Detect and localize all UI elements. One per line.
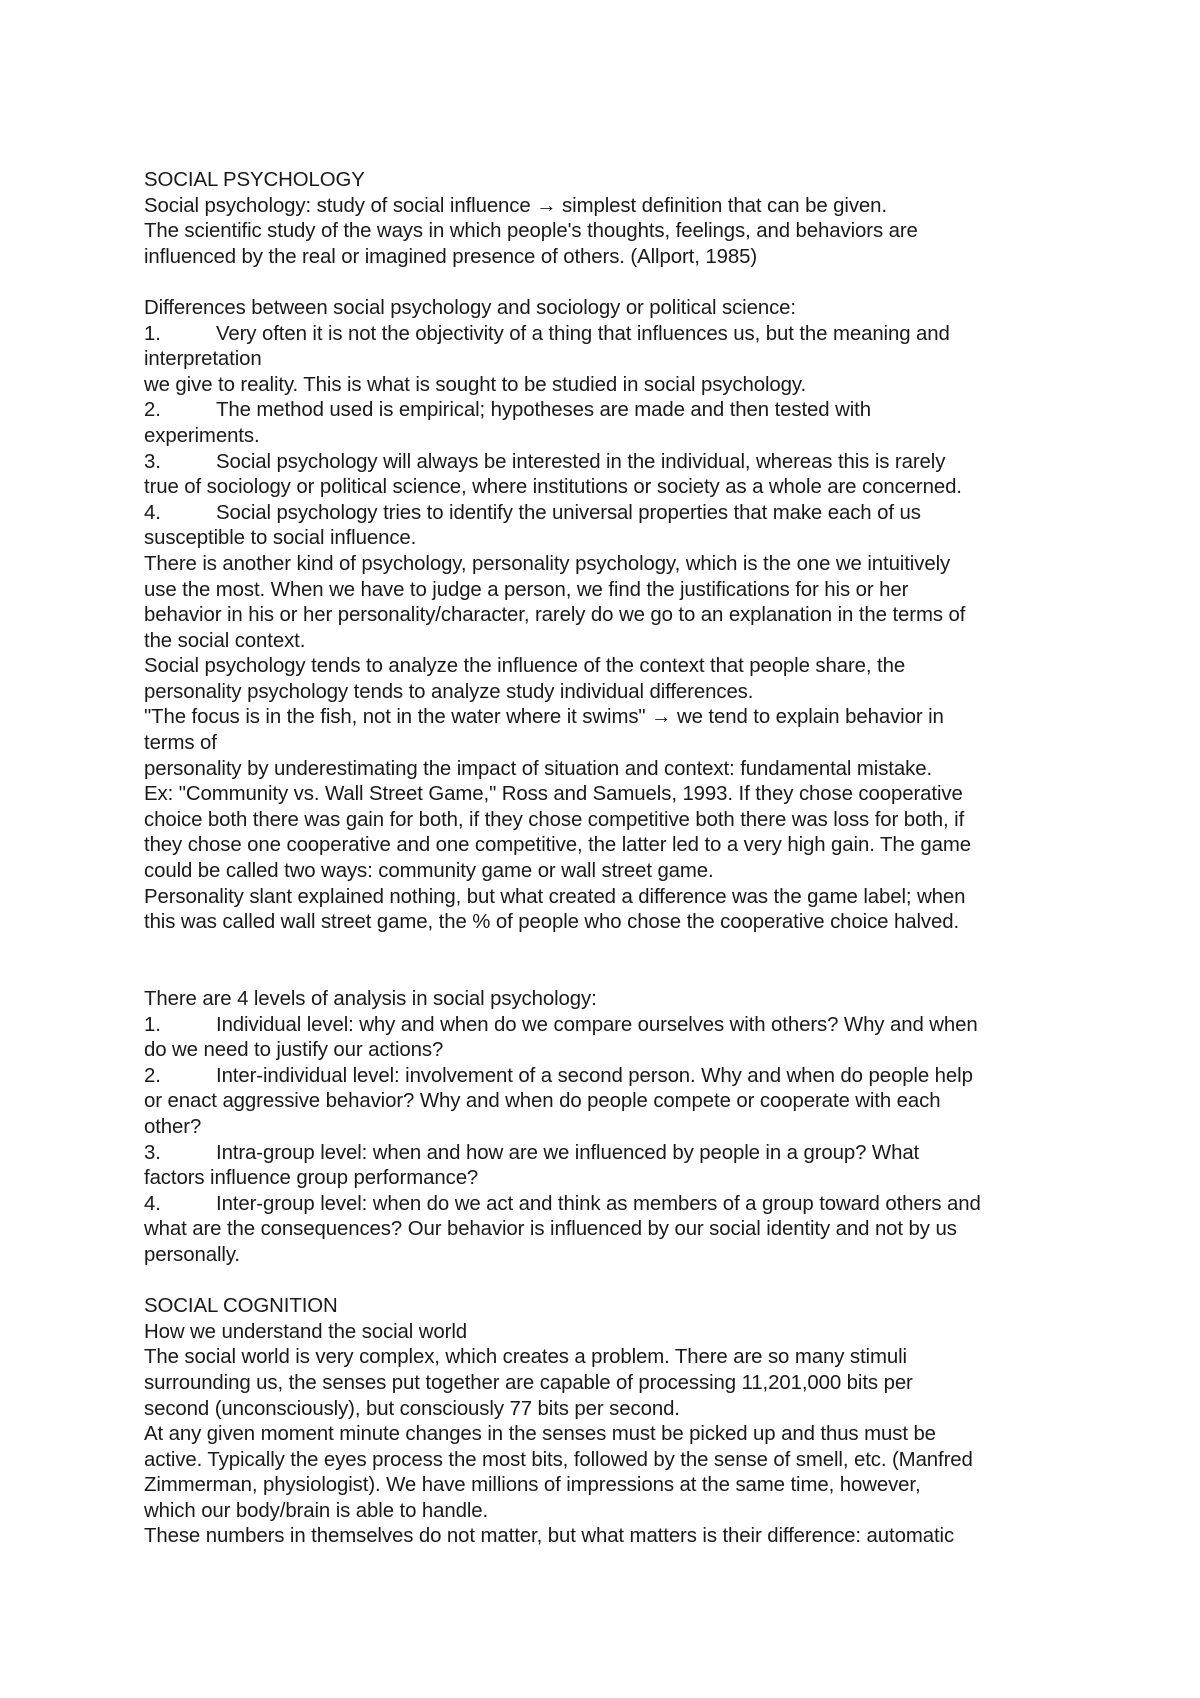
paragraph-line: surrounding us, the senses put together are capable of processing 11,201,000 bits per [144, 1371, 913, 1394]
blank-line [144, 1269, 1064, 1295]
intro-line: influenced by the real or imagined presence of others. (Allport, 1985) [144, 245, 758, 268]
paragraph-line: How we understand the social world [144, 1320, 468, 1343]
paragraph-line: they chose one cooperative and one competitive, the latter led to a very high gain. The game [144, 834, 971, 857]
list-text: Social psychology tries to identify the universal properties that make each of us [216, 501, 921, 524]
list-continuation: what are the consequences? Our behavior is influenced by our social identity and not by us [144, 1218, 957, 1241]
list-item [144, 501, 1064, 527]
list-number: 4. [144, 501, 161, 524]
list-text: Social psychology will always be interested in the individual, whereas this is rarely [216, 450, 946, 473]
paragraph-line: Personality slant explained nothing, but what created a difference was the game label; when [144, 885, 966, 908]
list-item [144, 1013, 1064, 1039]
paragraph-line: personality psychology tends to analyze study individual differences. [144, 680, 754, 703]
paragraph-line: could be called two ways: community game or wall street game. [144, 860, 714, 883]
paragraph-line: These numbers in themselves do not matter, but what matters is their difference: automatic [144, 1525, 955, 1548]
list-item [144, 1064, 1064, 1090]
paragraph-line: the social context. [144, 629, 306, 652]
paragraph-line: Zimmerman, physiologist). We have millions of impressions at the same time, however, [144, 1474, 921, 1497]
paragraph-line: The social world is very complex, which creates a problem. There are so many stimuli [144, 1346, 907, 1369]
paragraph-line: this was called wall street game, the % of people who chose the cooperative choice halved. [144, 911, 960, 934]
paragraph-line: second (unconsciously), but consciously 77 bits per second. [144, 1397, 680, 1420]
list-text: Intra-group level: when and how are we influenced by people in a group? What [216, 1141, 920, 1164]
intro-line: The scientific study of the ways in which people's thoughts, feelings, and behaviors are [144, 220, 918, 243]
differences-heading: Differences between social psychology and sociology or political science: [144, 296, 796, 319]
paragraph-line: active. Typically the eyes process the most bits, followed by the sense of smell, etc. (Manfred [144, 1448, 973, 1471]
paragraph-line: At any given moment minute changes in the senses must be picked up and thus must be [144, 1423, 936, 1446]
list-text: Individual level: why and when do we compare ourselves with others? Why and when [216, 1013, 978, 1036]
list-continuation: susceptible to social influence. [144, 527, 417, 550]
paragraph-line: use the most. When we have to judge a person, we find the justifications for his or her [144, 578, 909, 601]
blank-line [144, 270, 1064, 296]
list-continuation: experiments. [144, 424, 260, 447]
list-number: 4. [144, 1192, 161, 1215]
list-continuation: we give to reality. This is what is sought to be studied in social psychology. [144, 373, 807, 396]
paragraph-line: which our body/brain is able to handle. [144, 1499, 489, 1522]
list-continuation: other? [144, 1115, 202, 1138]
intro-line: Social psychology: study of social influence → simplest definition that can be given. [144, 194, 887, 217]
list-continuation: interpretation [144, 348, 262, 371]
paragraph-line: Social psychology tends to analyze the influence of the context that people share, the [144, 655, 906, 678]
list-text: The method used is empirical; hypotheses are made and then tested with [216, 399, 871, 422]
document-body [144, 168, 1064, 1550]
list-item [144, 1192, 1064, 1218]
list-item [144, 398, 1064, 424]
list-number: 2. [144, 1064, 161, 1087]
list-text: Very often it is not the objectivity of a thing that influences us, but the meaning and [216, 322, 950, 345]
section-title-social-psychology: SOCIAL PSYCHOLOGY [144, 169, 365, 191]
paragraph-line: behavior in his or her personality/character, rarely do we go to an explanation in the terms of [144, 604, 966, 627]
list-item [144, 322, 1064, 348]
paragraph-line: personality by underestimating the impact of situation and context: fundamental mistake. [144, 757, 933, 780]
section-title-social-cognition: SOCIAL COGNITION [144, 1295, 338, 1318]
paragraph-line: There is another kind of psychology, personality psychology, which is the one we intuitively [144, 552, 951, 575]
list-number: 3. [144, 1141, 161, 1164]
list-continuation: factors influence group performance? [144, 1167, 479, 1190]
list-number: 1. [144, 1013, 161, 1036]
list-text: Inter-group level: when do we act and think as members of a group toward others and [216, 1192, 981, 1215]
list-continuation: true of sociology or political science, where institutions or society as a whole are concerned. [144, 476, 962, 499]
list-continuation: do we need to justify our actions? [144, 1039, 444, 1062]
list-continuation: personally. [144, 1243, 240, 1266]
list-item [144, 450, 1064, 476]
blank-line [144, 961, 1064, 987]
paragraph-line: Ex: "Community vs. Wall Street Game," Ross and Samuels, 1993. If they chose cooperative [144, 783, 963, 806]
levels-heading: There are 4 levels of analysis in social psychology: [144, 988, 597, 1010]
blank-line [144, 936, 1064, 962]
list-number: 1. [144, 322, 161, 345]
list-number: 2. [144, 399, 161, 422]
paragraph-line: terms of [144, 732, 217, 755]
list-item [144, 1141, 1064, 1167]
list-continuation: or enact aggressive behavior? Why and when do people compete or cooperate with each [144, 1090, 941, 1113]
list-text: Inter-individual level: involvement of a second person. Why and when do people help [216, 1064, 973, 1087]
list-number: 3. [144, 450, 161, 473]
paragraph-line: choice both there was gain for both, if they chose competitive both there was loss for both, if [144, 808, 965, 831]
paragraph-line: "The focus is in the fish, not in the water where it swims" → we tend to explain behavior in [144, 706, 944, 729]
